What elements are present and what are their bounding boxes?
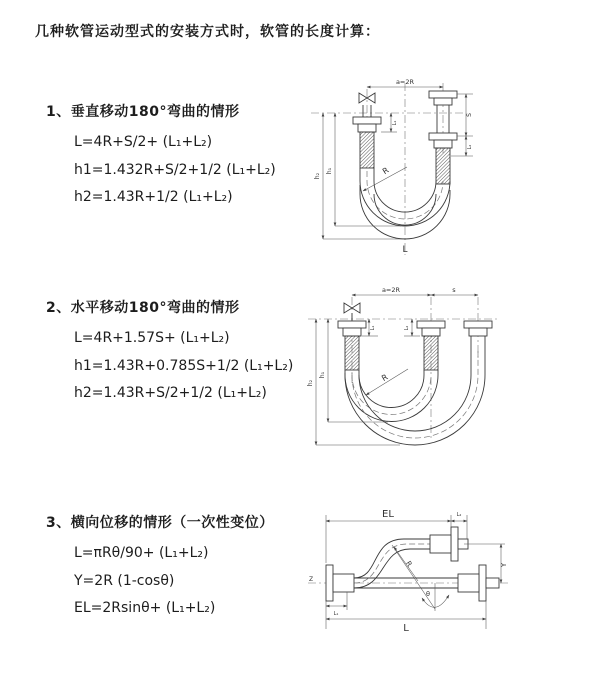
radius-label: R [404,559,414,569]
section-lateral-displacement [46,512,274,623]
formula-l: L=4R+1.57S+ (L₁+L₂) [74,330,230,346]
length-label: L [402,245,408,255]
diagram-vertical-180-bend [303,73,538,263]
dim-label-l2: L₂ [467,144,473,150]
dim-label-s: s [452,286,456,294]
dimension-lines [316,295,478,445]
dim-label-l2: L₂ [456,512,462,518]
braid-sections [345,336,438,370]
formula-y: Y=2R (1-cosθ) [74,572,175,589]
section-3-heading: 3、横向位移的情形（一次性变位） [46,515,274,531]
valve-icon [344,303,360,321]
dim-label-a2r: a=2R [395,78,415,86]
formula-l: L=4R+S/2+ (L₁+L₂) [74,134,213,150]
hose-outline [345,336,485,445]
dim-label-y: Y [500,562,508,568]
section-2-heading: 2、水平移动180°弯曲的情形 [46,300,240,316]
diagram-horizontal-180-bend [300,283,555,463]
dim-label-h2: h₂ [314,172,321,180]
dim-label-l1: L₁ [370,325,376,331]
section-horizontal-movement [46,297,293,408]
section-1-heading: 1、垂直移动180°弯曲的情形 [46,104,240,120]
radius-label: R [380,165,391,177]
formula-el: EL=2Rsinθ+ (L₁+L₂) [74,600,216,616]
dim-label-h1: h₁ [326,167,333,175]
formula-h1: h1=1.43R+0.785S+1/2 (L₁+L₂) [74,357,294,374]
centerline-z-mark: Z [308,576,314,583]
dim-label-a2r: a=2R [381,286,401,294]
radius-label: R [380,372,390,384]
formula-l: L=πRθ/90+ (L₁+L₂) [74,545,209,561]
section-vertical-movement [46,101,276,212]
theta-label: θ [426,590,430,598]
dim-label-l2: L₂ [404,325,410,331]
dim-label-s: S [466,113,473,117]
formula-h1: h1=1.432R+S/2+1/2 (L₁+L₂) [74,161,276,178]
dim-label-h2: h₂ [307,379,314,387]
formula-h2: h2=1.43R+S/2+1/2 (L₁+L₂) [74,385,267,401]
dim-label-h1: h₁ [319,371,326,379]
page-title: 几种软管运动型式的安装方式时，软管的长度计算： [35,24,380,40]
dim-label-l1: L₁ [333,611,339,617]
formula-h2: h2=1.43R+1/2 (L₁+L₂) [74,189,233,205]
diagram-lateral-displacement [296,503,568,643]
dim-label-l: L [403,623,409,634]
flanges [338,321,492,336]
dimension-lines [326,515,505,629]
dim-label-el: EL [382,509,394,520]
dim-label-l1: L₁ [392,120,398,126]
dimension-lines [323,87,473,239]
